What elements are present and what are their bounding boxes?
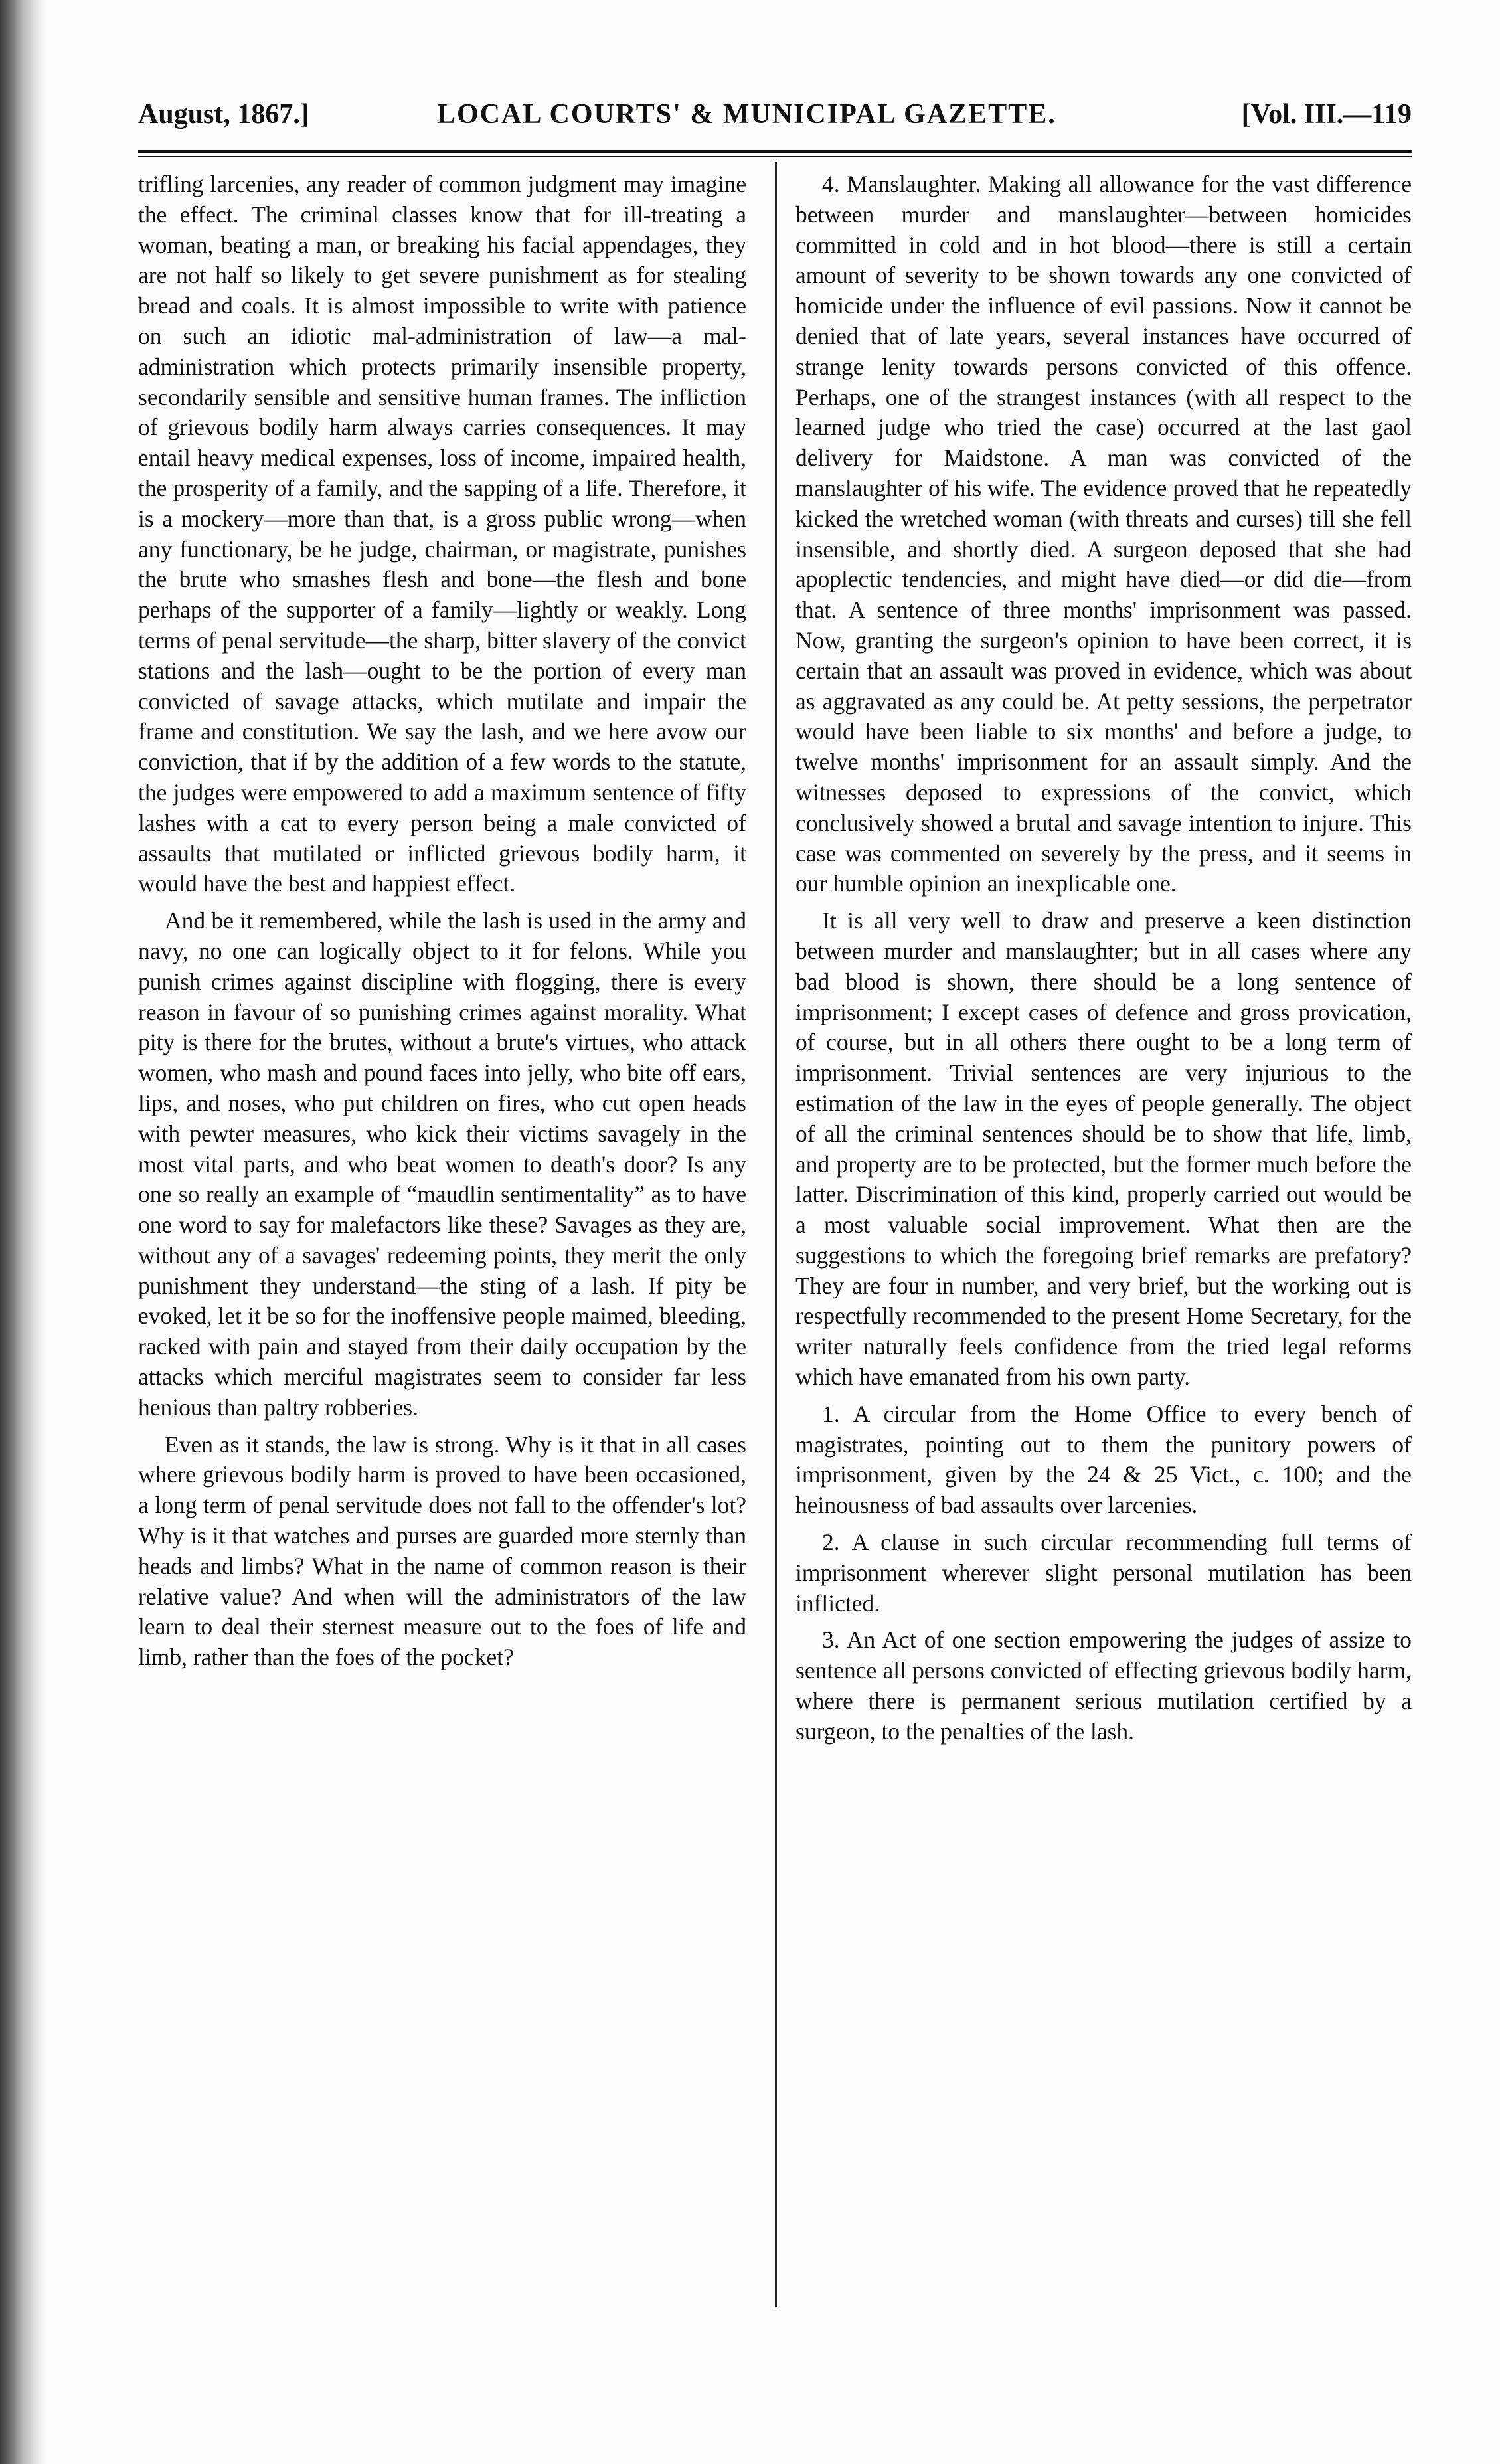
left-paragraph-1: trifling larcenies, any reader of common judgment may imagine the effect. The criminal classes know that for ill-treating a woman, beating a man, or breaking his facial appendages, they are not half so likely to get severe punishment as for stealing bread and coals. It is almost impossible to write with patience on such an idiotic mal-administration of law—a mal-administration which protects primarily insensible property, secondarily sensible and sensitive human frames. The infliction of grievous bodily harm always carries consequences. It may entail heavy medical expenses, loss of income, impaired health, the prosperity of a family, and the sapping of a life. Therefore, it is a mockery—more than that, is a gross public wrong—when any functionary, be he judge, chairman, or magistrate, punishes the brute who smashes flesh and bone—the flesh and bone perhaps of the supporter of a family—lightly or weakly. Long terms of penal servitude—the sharp, bitter slavery of the convict stations and the lash—ought to be the portion of every man convicted of savage attacks, which mutilate and impair the frame and constitution. We say the lash, and we here avow our conviction, that if by the addition of a few words to the statute, the judges were empowered to add a maximum sentence of fifty lashes with a cat to every person being a male convicted of assaults that mutilated or inflicted grievous bodily harm, it would have the best and happiest effect. <box>138 171 746 897</box>
page-header <box>138 98 1412 145</box>
left-paragraph-2: And be it remembered, while the lash is used in the army and navy, no one can logically object to it for felons. While you punish crimes against discipline with flogging, there is every reason in favour of so punishing crimes against morality. What pity is there for the brutes, without a brute's virtues, who attack women, who mash and pound faces into jelly, who bite off ears, lips, and noses, who put children on fires, who cut open heads with pewter measures, who kick their victims savagely in the most vital parts, and who beat women to death's door? Is any one so really an example of “maudlin sentimentality” as to have one word to say for malefactors like these? Savages as they are, without any of a savages' redeeming points, they merit the only punishment they understand—the sting of a lash. If pity be evoked, let it be so for the inoffensive people maimed, bleeding, racked with pain and stayed from their daily occupation by the attacks which merciful magistrates seem to consider far less henious than paltry robberies. <box>138 907 746 1421</box>
suggestion-1: 1. A circular from the Home Office to every bench of magistrates, pointing out to them the punitory powers of imprisonment, given by the 24 & 25 Vict., c. 100; and the heinousness of bad assaults over larcenies. <box>795 1400 1412 1519</box>
right-paragraph-distinction: It is all very well to draw and preserve a keen distinction between murder and manslaughter; but in all cases where any bad blood is shown, there should be a long sentence of imprisonment; I except cases of defence and gross provication, of course, but in all others there ought to be a long term of imprisonment. Trivial sentences are very injurious to the estimation of the law in the eyes of people generally. The object of all the criminal sentences should be to show that life, limb, and property are to be protected, but the former much before the latter. Discrimination of this kind, properly carried out would be a most valuable social improvement. What then are the suggestions to which the foregoing brief remarks are prefatory? They are four in number, and very brief, but the working out is respectfully recommended to the present Home Secretary, for the writer naturally feels confidence from the tried legal reforms which have emanated from his own party. <box>795 907 1412 1391</box>
page-binding-shadow <box>0 0 46 2464</box>
left-paragraph-3: Even as it stands, the law is strong. Why is it that in all cases where grievous bodily harm is proved to have been occasioned, a long term of penal servitude does not fall to the offender's lot? Why is it that watches and purses are guarded more sternly than heads and limbs? What in the name of common reason is their relative value? And when will the administrators of the law learn to deal their sternest measure out to the foes of life and limb, rather than the foes of the pocket? <box>138 1431 746 1671</box>
header-volume-page: [Vol. III.—119 <box>1241 99 1412 130</box>
suggestion-2: 2. A clause in such circular recommending full terms of imprisonment wherever slight personal mutilation has been inflicted. <box>795 1529 1412 1617</box>
right-column <box>795 169 1412 1754</box>
header-date: August, 1867.] <box>138 99 309 130</box>
left-column <box>138 169 746 1680</box>
column-divider <box>775 162 777 2307</box>
header-rule <box>138 150 1412 157</box>
header-journal-title: LOCAL COURTS' & MUNICIPAL GAZETTE. <box>437 99 1056 130</box>
right-paragraph-manslaughter: 4. Manslaughter. Making all allowance for the vast difference between murder and manslaughter—between homicides committed in cold and in hot blood—there is still a certain amount of severity to be shown towards any one convicted of homicide under the influence of evil passions. Now it cannot be denied that of late years, several instances have occurred of strange lenity towards persons convicted of this offence. Perhaps, one of the strangest instances (with all respect to the learned judge who tried the case) occurred at the last gaol delivery for Maidstone. A man was convicted of the manslaughter of his wife. The evidence proved that he repeatedly kicked the wretched woman (with threats and curses) till she fell insensible, and shortly died. A surgeon deposed that she had apoplectic tendencies, and might have died—or did die—from that. A sentence of three months' imprisonment was passed. Now, granting the surgeon's opinion to have been correct, it is certain that an assault was proved in evidence, which was about as aggravated as any could be. At petty sessions, the perpetrator would have been liable to six months' and before a judge, to twelve months' imprisonment for an assault simply. And the witnesses deposed to expressions of the convict, which conclusively showed a brutal and savage intention to injure. This case was commented on severely by the press, and it seems in our humble opinion an inexplicable one. <box>795 171 1412 897</box>
suggestion-3: 3. An Act of one section empowering the judges of assize to sentence all persons convicted of effecting grievous bodily harm, where there is permanent serious mutilation certified by a surgeon, to the penalties of the lash. <box>795 1627 1412 1745</box>
